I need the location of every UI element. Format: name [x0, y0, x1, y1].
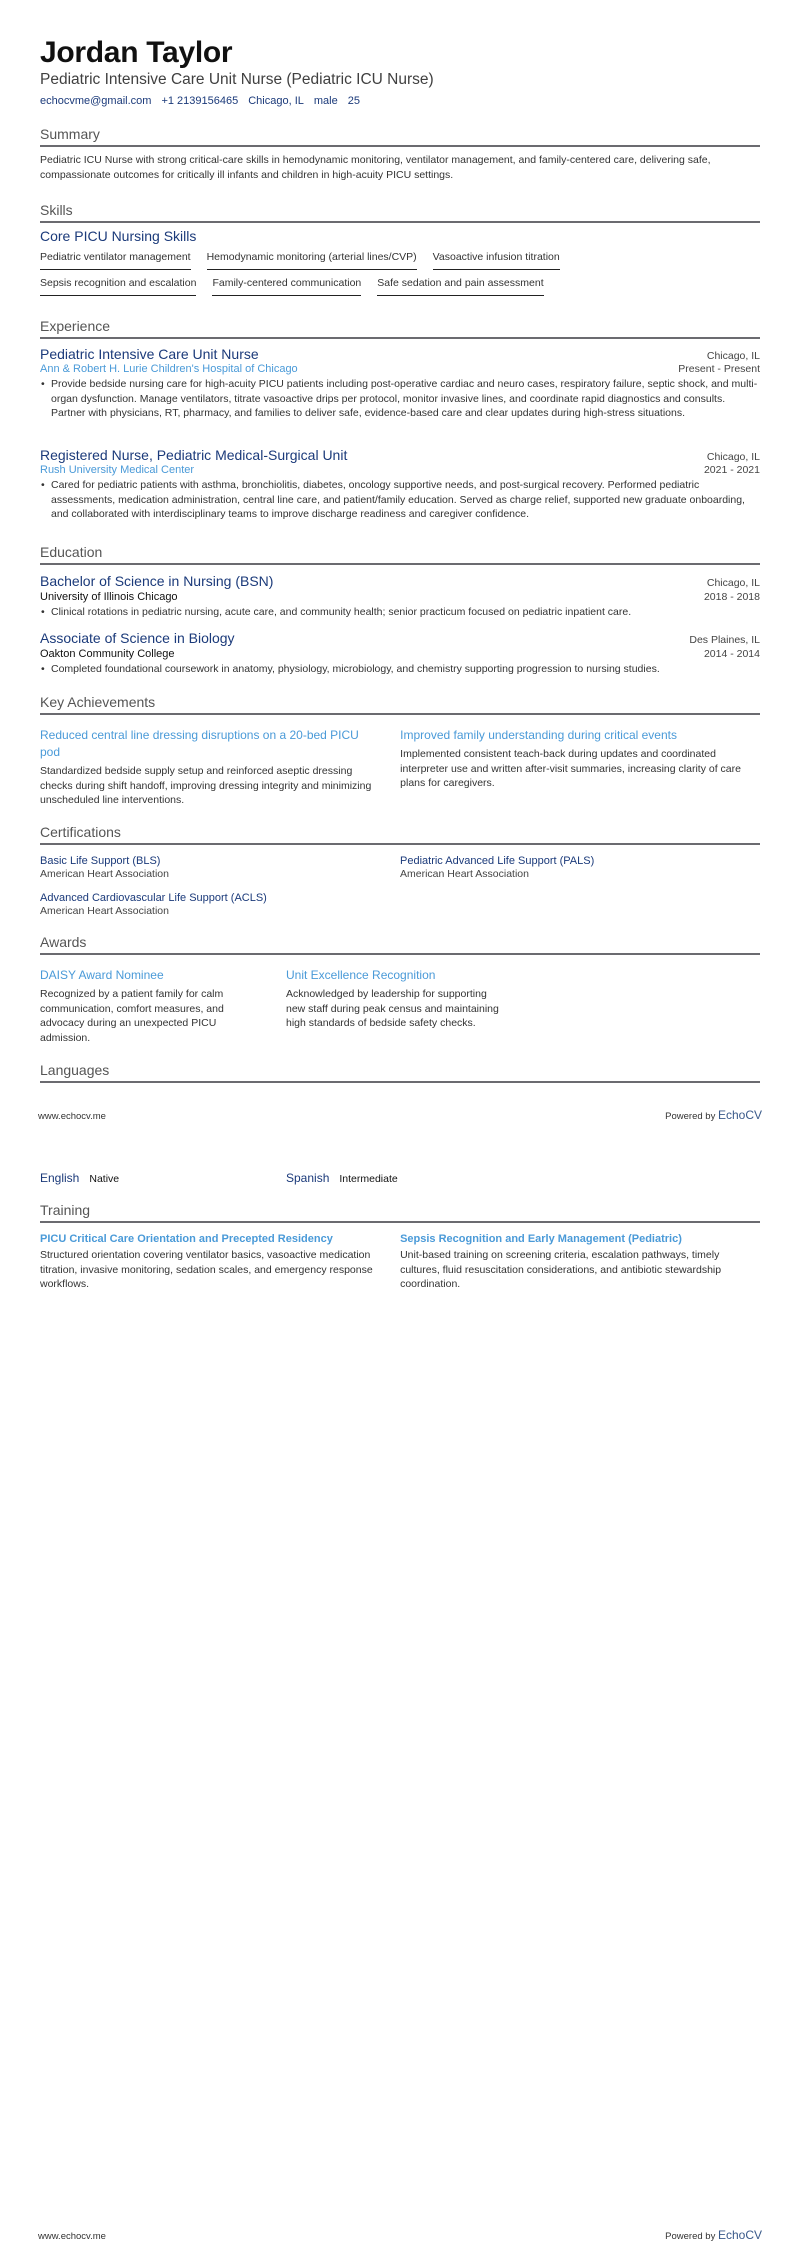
candidate-name: Jordan Taylor	[40, 36, 233, 69]
language-level: Native	[89, 1173, 120, 1185]
powered-by	[665, 1106, 762, 1124]
section-title-achievements: Key Achievements	[40, 694, 760, 715]
education-dates: 2018 - 2018	[703, 591, 760, 603]
achievements-grid	[40, 727, 760, 808]
footer-url[interactable]: www.echocv.me	[38, 1111, 106, 1122]
certification-item	[400, 855, 760, 880]
language-item	[286, 1171, 398, 1185]
section-title-training: Training	[40, 1202, 760, 1223]
experience-entry	[40, 447, 760, 522]
education-entry	[40, 630, 760, 677]
training-text: Unit-based training on screening criteria, escalation pathways, timely cultures, fluid resuscitation considerations, and antibiotic stewardship coordination.	[400, 1249, 722, 1290]
skill-chip: Sepsis recognition and escalation	[40, 277, 196, 296]
award-text: Recognized by a patient family for calm communication, comfort measures, and advocacy during an unexpected PICU admission.	[40, 988, 224, 1044]
section-title-experience: Experience	[40, 318, 760, 339]
job-location: Chicago, IL	[706, 451, 760, 463]
language-item	[40, 1171, 286, 1185]
job-bullet: • Cared for pediatric patients with asthma, bronchiolitis, diabetes, oncology supportive needs, and post-surgical recovery. Performed pediatric assessments, medication administration, central line care, and patient/family education. Served as charge relief, supported new graduate onboarding, and collaborated with interdisciplinary teams to improve discharge readiness and caregiver confidence.	[41, 479, 745, 520]
bullet-icon: •	[41, 378, 45, 390]
certification-item	[40, 892, 406, 917]
training-title: Sepsis Recognition and Early Management (Pediatric)	[400, 1233, 682, 1245]
skills-group-title: Core PICU Nursing Skills	[40, 228, 197, 244]
skills-row-1	[40, 251, 560, 270]
school-name: Oakton Community College	[40, 648, 175, 660]
skill-chip: Pediatric ventilator management	[40, 251, 191, 270]
contact-location: Chicago, IL	[248, 95, 304, 107]
candidate-title: Pediatric Intensive Care Unit Nurse (Pediatric ICU Nurse)	[40, 71, 434, 88]
job-title: Registered Nurse, Pediatric Medical-Surgical Unit	[40, 447, 348, 463]
brand-logo[interactable]: EchoCV	[717, 2228, 762, 2242]
powered-by-label: Powered by	[665, 1111, 718, 1122]
contact-phone[interactable]: +1 2139156465	[161, 95, 239, 107]
footer-url[interactable]: www.echocv.me	[38, 2231, 106, 2242]
school-location: Chicago, IL	[706, 577, 760, 589]
awards-grid	[40, 967, 760, 1045]
contact-age: 25	[347, 95, 360, 107]
powered-by-label: Powered by	[665, 2231, 718, 2242]
education-bullet: • Clinical rotations in pediatric nursing, acute care, and community health; senior practicum focused on pediatric inpatient care.	[41, 606, 632, 618]
bullet-icon: •	[41, 606, 45, 618]
employer-name: Rush University Medical Center	[40, 464, 195, 476]
language-name: English	[40, 1171, 80, 1185]
section-title-languages: Languages	[40, 1062, 760, 1083]
certification-name: Advanced Cardiovascular Life Support (ACLS)	[40, 892, 267, 904]
job-dates: 2021 - 2021	[703, 464, 760, 476]
page-footer-2	[38, 2226, 762, 2244]
certification-org: American Heart Association	[40, 905, 169, 917]
skill-chip: Safe sedation and pain assessment	[377, 277, 543, 296]
brand-logo[interactable]: EchoCV	[717, 1108, 762, 1122]
achievement-text: Standardized bedside supply setup and reinforced aseptic dressing checks during shift handoff, improving dressing integrity and minimizing unscheduled line interventions.	[40, 765, 372, 806]
award-item	[40, 967, 286, 1045]
degree-title: Bachelor of Science in Nursing (BSN)	[40, 573, 274, 589]
bullet-icon: •	[41, 479, 45, 491]
language-name: Spanish	[286, 1171, 330, 1185]
award-title: DAISY Award Nominee	[40, 968, 164, 982]
achievement-title: Improved family understanding during critical events	[400, 728, 677, 742]
contact-email[interactable]: echocvme@gmail.com	[40, 95, 152, 107]
training-text: Structured orientation covering ventilator basics, vasoactive medication titration, invasive monitoring, sedation scales, and emergency response workflows.	[40, 1249, 373, 1290]
section-title-skills: Skills	[40, 202, 760, 223]
certifications-row-2	[40, 892, 760, 917]
achievement-item	[40, 727, 400, 808]
award-title: Unit Excellence Recognition	[286, 968, 436, 982]
education-entry	[40, 573, 760, 620]
employer-name: Ann & Robert H. Lurie Children's Hospital of Chicago	[40, 363, 298, 375]
job-location: Chicago, IL	[706, 350, 760, 362]
school-location: Des Plaines, IL	[689, 634, 760, 646]
education-dates: 2014 - 2014	[703, 648, 760, 660]
achievement-text: Implemented consistent teach-back during updates and coordinated interpreter use and written after-visit summaries, increasing clarity of care plans for caregivers.	[400, 748, 741, 789]
experience-entry	[40, 346, 760, 421]
degree-title: Associate of Science in Biology	[40, 630, 235, 646]
section-title-awards: Awards	[40, 934, 760, 955]
school-name: University of Illinois Chicago	[40, 591, 178, 603]
award-text: Acknowledged by leadership for supporting new staff during peak census and maintaining high standards of bedside safety checks.	[286, 988, 499, 1029]
section-title-summary: Summary	[40, 126, 760, 147]
training-title: PICU Critical Care Orientation and Precepted Residency	[40, 1233, 333, 1245]
job-title: Pediatric Intensive Care Unit Nurse	[40, 346, 259, 362]
page-footer-1	[38, 1106, 762, 1124]
languages-row	[40, 1171, 760, 1185]
bullet-icon: •	[41, 663, 45, 675]
contact-gender: male	[313, 95, 338, 107]
skills-row-2	[40, 277, 544, 296]
skill-chip: Vasoactive infusion titration	[433, 251, 560, 270]
achievement-title: Reduced central line dressing disruptions on a 20-bed PICU pod	[40, 728, 359, 759]
education-bullet: • Completed foundational coursework in anatomy, physiology, microbiology, and chemistry supporting progression to nursing studies.	[41, 663, 660, 675]
certification-org: American Heart Association	[400, 868, 529, 880]
skill-chip: Hemodynamic monitoring (arterial lines/CVP)	[207, 251, 417, 270]
training-item	[40, 1232, 400, 1292]
skill-chip: Family-centered communication	[212, 277, 361, 296]
summary-text: Pediatric ICU Nurse with strong critical-care skills in hemodynamic monitoring, ventilator management, and family-centered care, delivering safe, compassionate outcomes for critically ill infants and children in high-acuity PICU settings.	[40, 154, 711, 181]
certification-name: Pediatric Advanced Life Support (PALS)	[400, 855, 595, 867]
section-title-certifications: Certifications	[40, 824, 760, 845]
achievement-item	[400, 727, 760, 808]
certification-org: American Heart Association	[40, 868, 169, 880]
award-item	[286, 967, 532, 1045]
contact-line	[40, 95, 360, 107]
certifications-row-1	[40, 855, 760, 880]
language-level: Intermediate	[339, 1173, 398, 1185]
training-item	[400, 1232, 760, 1292]
training-grid	[40, 1232, 760, 1292]
powered-by	[665, 2226, 762, 2244]
section-title-education: Education	[40, 544, 760, 565]
certification-item	[40, 855, 400, 880]
job-bullet: • Provide bedside nursing care for high-acuity PICU patients including post-operative cardiac and neuro cases, respiratory failure, septic shock, and multi-organ dysfunction. Manage ventilators, titrate vasoactive drips per protocol, monitor invasive lines, and coordinate rapid diagnostics and consults. Partner with physicians, RT, pharmacy, and families to deliver safe, evidence-based care and clear updates during high-stress situations.	[41, 378, 758, 419]
certification-name: Basic Life Support (BLS)	[40, 855, 161, 867]
job-dates: Present - Present	[678, 363, 760, 375]
